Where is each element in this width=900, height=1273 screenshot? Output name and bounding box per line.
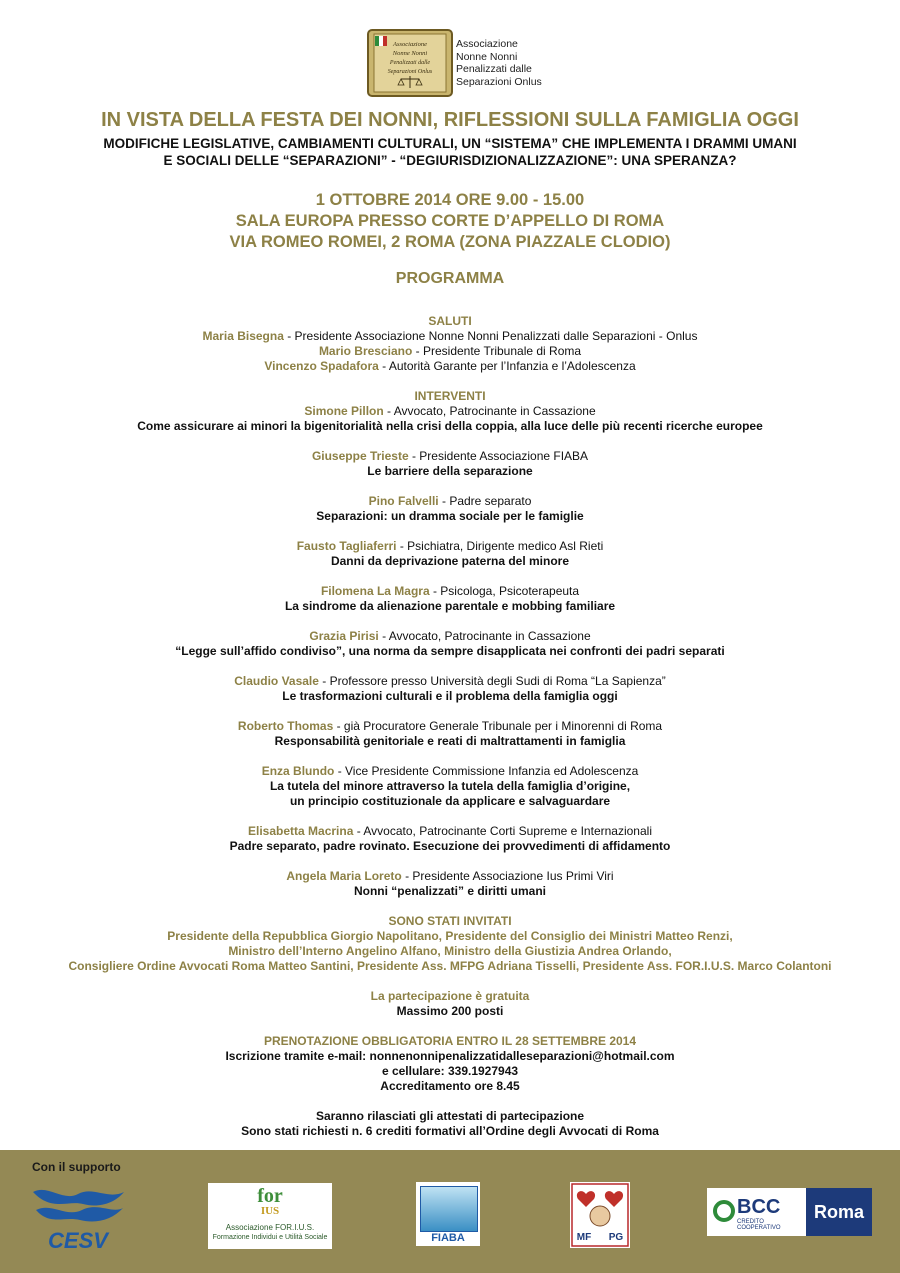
intervento-item bbox=[0, 824, 900, 854]
talk-title: Come assicurare ai minori la bigenitorialità nella crisi della coppia, alla luce delle più recenti ricerche europee bbox=[137, 419, 763, 433]
prenotazione-heading: PRENOTAZIONE OBBLIGATORIA ENTRO IL 28 SETTEMBRE 2014 bbox=[263, 1034, 637, 1048]
speaker-name: Angela Maria Loreto bbox=[286, 869, 402, 883]
speaker-name: Enza Blundo bbox=[261, 764, 335, 778]
prenotazione-section bbox=[0, 1034, 900, 1094]
support-label: Con il supporto bbox=[32, 1160, 121, 1174]
email-line: Iscrizione tramite e-mail: nonnenonnipenalizzatidalleseparazioni@hotmail.com bbox=[225, 1049, 675, 1063]
talk-title: “Legge sull’affido condiviso”, una norma da sempre disapplicata nei confronti dei padri separati bbox=[175, 644, 725, 658]
cesv-logo bbox=[28, 1182, 128, 1254]
posti-limit: Massimo 200 posti bbox=[396, 1004, 504, 1018]
fiaba-text: FIABA bbox=[431, 1232, 465, 1244]
speaker-role: - già Procuratore Generale Tribunale per i Minorenni di Roma bbox=[333, 719, 663, 733]
fiaba-door-icon bbox=[420, 1186, 478, 1232]
intervento-item bbox=[0, 404, 900, 434]
speaker-name: Grazia Pirisi bbox=[309, 629, 379, 643]
forius-subtitle: Formazione Individui e Utilità Sociale bbox=[212, 1234, 328, 1241]
talk-title: La tutela del minore attraverso la tutela della famiglia d’origine, bbox=[269, 779, 631, 793]
talk-title: Le barriere della separazione bbox=[367, 464, 533, 478]
talk-title: Danni da deprivazione paterna del minore bbox=[330, 554, 570, 568]
speaker-role: - Presidente Tribunale di Roma bbox=[412, 344, 582, 358]
speaker-name: Claudio Vasale bbox=[234, 674, 319, 688]
partecipazione-heading: La partecipazione è gratuita bbox=[370, 989, 530, 1003]
speaker-role: - Presidente Associazione Ius Primi Viri bbox=[401, 869, 614, 883]
fiaba-logo bbox=[416, 1182, 480, 1246]
invitati-line: Consigliere Ordine Avvocati Roma Matteo Santini, Presidente Ass. MFPG Adriana Tisselli, Presidente Ass. FOR.I.U.S. Marco Colantoni bbox=[68, 959, 832, 973]
subtitle-line: E SOCIALI DELLE “SEPARAZIONI” - “DEGIURISDIZIONALIZZAZIONE”: UNA SPERANZA? bbox=[163, 153, 737, 168]
saluti-section bbox=[0, 314, 900, 374]
invitati-heading: SONO STATI INVITATI bbox=[388, 914, 512, 928]
intervento-item bbox=[0, 869, 900, 899]
association-logo bbox=[365, 28, 455, 98]
subtitle bbox=[0, 135, 900, 169]
talk-title: Responsabilità genitoriale e reati di maltrattamenti in famiglia bbox=[274, 734, 626, 748]
intervento-item bbox=[0, 539, 900, 569]
speaker-role: - Autorità Garante per l’Infanzia e l’Adolescenza bbox=[378, 359, 636, 373]
talk-title: Nonni “penalizzati” e diritti umani bbox=[353, 884, 546, 898]
sponsor-footer bbox=[0, 1150, 900, 1273]
speaker-name: Mario Bresciano bbox=[318, 344, 413, 358]
org-line: Nonne Nonni bbox=[456, 50, 518, 63]
speaker-line bbox=[0, 344, 900, 359]
bcc-text: BCC bbox=[737, 1196, 781, 1218]
event-date: 1 OTTOBRE 2014 ORE 9.00 - 15.00 bbox=[315, 191, 585, 209]
mfpg-right-text: PG bbox=[608, 1232, 624, 1243]
speaker-role: - Avvocato, Patrocinante in Cassazione bbox=[383, 404, 596, 418]
phone-line: e cellulare: 339.1927943 bbox=[381, 1064, 519, 1078]
org-line: Associazione bbox=[456, 38, 518, 50]
subtitle-line: MODIFICHE LEGISLATIVE, CAMBIAMENTI CULTURALI, UN “SISTEMA” CHE IMPLEMENTA I DRAMMI UMANI bbox=[103, 136, 797, 151]
speaker-name: Vincenzo Spadafora bbox=[264, 359, 379, 373]
talk-title-line2: un principio costituzionale da applicare e salvaguardare bbox=[289, 794, 611, 808]
talk-title: Separazioni: un dramma sociale per le famiglie bbox=[316, 509, 584, 523]
speaker-name: Maria Bisegna bbox=[202, 329, 284, 343]
accreditamento-line: Accreditamento ore 8.45 bbox=[380, 1079, 520, 1093]
speaker-name: Roberto Thomas bbox=[237, 719, 334, 733]
roma-text: Roma bbox=[806, 1188, 872, 1236]
intervento-item bbox=[0, 494, 900, 524]
bcc-roma-logo bbox=[707, 1188, 872, 1236]
speaker-role: - Presidente Associazione FIABA bbox=[408, 449, 589, 463]
speaker-name: Pino Falvelli bbox=[368, 494, 439, 508]
bcc-subtitle: CREDITO COOPERATIVO bbox=[737, 1219, 781, 1231]
bcc-ring-icon bbox=[713, 1200, 735, 1222]
speaker-role: - Padre separato bbox=[438, 494, 532, 508]
programma-heading: PROGRAMMA bbox=[395, 270, 505, 287]
attestati-line: Saranno rilasciati gli attestati di partecipazione bbox=[315, 1109, 585, 1123]
speaker-name: Elisabetta Macrina bbox=[248, 824, 354, 838]
speaker-name: Giuseppe Trieste bbox=[311, 449, 409, 463]
program-body bbox=[0, 314, 900, 1139]
page-title: IN VISTA DELLA FESTA DEI NONNI, RIFLESSIONI SULLA FAMIGLIA OGGI bbox=[101, 109, 799, 131]
crediti-line: Sono stati richiesti n. 6 crediti formativi all’Ordine degli Avvocati di Roma bbox=[241, 1124, 659, 1138]
speaker-name: Filomena La Magra bbox=[320, 584, 430, 598]
talk-title: Padre separato, padre rovinato. Esecuzione dei provvedimenti di affidamento bbox=[229, 839, 671, 853]
forius-ius: IUS bbox=[260, 1205, 280, 1217]
logo-text-line4: Separazioni Onlus bbox=[387, 69, 433, 75]
mfpg-left-text: MF bbox=[576, 1232, 592, 1243]
invitati-line: Presidente della Repubblica Giorgio Napolitano, Presidente del Consiglio dei Ministri Matteo Renzi, bbox=[167, 929, 733, 943]
speaker-name: Fausto Tagliaferri bbox=[296, 539, 397, 553]
mfpg-logo bbox=[570, 1182, 630, 1248]
org-line: Separazioni Onlus bbox=[456, 75, 542, 88]
saluti-heading: SALUTI bbox=[428, 314, 472, 328]
event-address: VIA ROMEO ROMEI, 2 ROMA (ZONA PIAZZALE CLODIO) bbox=[229, 233, 671, 251]
org-line: Penalizzati dalle bbox=[456, 63, 532, 75]
intervento-item bbox=[0, 584, 900, 614]
logo-text-line1: Associazione bbox=[393, 41, 427, 48]
intervento-item bbox=[0, 719, 900, 749]
speaker-role: - Avvocato, Patrocinante in Cassazione bbox=[378, 629, 591, 643]
talk-title: La sindrome da alienazione parentale e mobbing familiare bbox=[284, 599, 616, 613]
interventi-section bbox=[0, 389, 900, 899]
speaker-role: - Professore presso Università degli Sudi di Roma “La Sapienza” bbox=[318, 674, 666, 688]
invitati-line: Ministro dell’Interno Angelino Alfano, Ministro della Giustizia Andrea Orlando, bbox=[228, 944, 672, 958]
cesv-text: CESV bbox=[48, 1228, 108, 1253]
intervento-item bbox=[0, 629, 900, 659]
intervento-item bbox=[0, 674, 900, 704]
intervento-item bbox=[0, 449, 900, 479]
organization-name bbox=[456, 38, 542, 88]
event-venue: SALA EUROPA PRESSO CORTE D’APPELLO DI ROMA bbox=[235, 212, 665, 230]
invitati-section bbox=[0, 914, 900, 974]
speaker-role: - Vice Presidente Commissione Infanzia ed Adolescenza bbox=[334, 764, 639, 778]
partecipazione-section bbox=[0, 989, 900, 1019]
speaker-line bbox=[0, 329, 900, 344]
talk-title: Le trasformazioni culturali e il problema della famiglia oggi bbox=[282, 689, 618, 703]
speaker-role: - Avvocato, Patrocinante Corti Supreme e Internazionali bbox=[353, 824, 652, 838]
speaker-name: Simone Pillon bbox=[304, 404, 384, 418]
event-info bbox=[0, 190, 900, 253]
forius-logo bbox=[208, 1183, 332, 1249]
speaker-role: - Presidente Associazione Nonne Nonni Penalizzati dalle Separazioni - Onlus bbox=[283, 329, 698, 343]
logo-text-line2: Nonne Nonni bbox=[392, 50, 428, 57]
logo-text-line3: Penalizzati dalle bbox=[389, 60, 431, 66]
speaker-role: - Psichiatra, Dirigente medico Asl Rieti bbox=[396, 539, 604, 553]
forius-name: Associazione FOR.I.U.S. bbox=[225, 1223, 315, 1232]
intervento-item bbox=[0, 764, 900, 809]
attestati-section bbox=[0, 1109, 900, 1139]
mfpg-hearts-icon bbox=[570, 1182, 630, 1248]
interventi-heading: INTERVENTI bbox=[414, 389, 486, 403]
forius-mark: for bbox=[257, 1185, 283, 1207]
speaker-role: - Psicologa, Psicoterapeuta bbox=[429, 584, 580, 598]
speaker-line bbox=[0, 359, 900, 374]
